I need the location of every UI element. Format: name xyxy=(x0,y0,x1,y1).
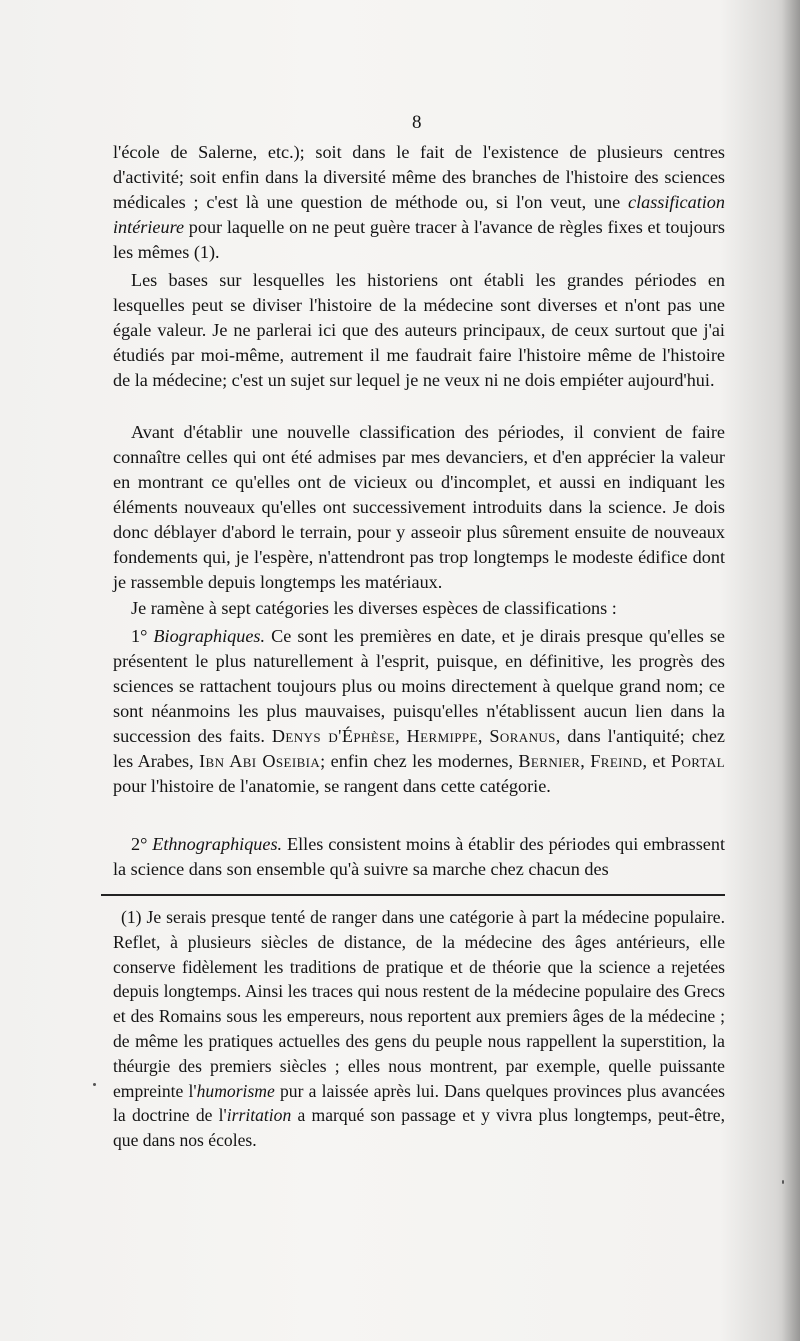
footnote-divider xyxy=(101,894,725,896)
page-edge-shadow xyxy=(782,0,800,1341)
author-name: Freind xyxy=(590,751,643,771)
footnote xyxy=(113,905,725,1153)
author-name: Portal xyxy=(670,751,725,771)
paragraph-continuation xyxy=(113,140,725,265)
footnote-text-a: (1) Je serais presque tenté de ranger dans une catégorie à part la médecine populaire. Reflet, à plusieurs siècles de distance, de la médecine des âges antérieurs, elle conserve fidèlement les traditions de pratique et de théorie que la science a rejetées depuis longtemps. Ainsi les traces qui nous restent de la médecine populaire des Grecs et des Romains sous les empereurs, nous reportent aux premiers âges de la médecine ; de même les pratiques actuelles des gens du peuple nous rappellent la superstition, la théurgie des premiers siècles ; elles nous montrent, par exemple, quelle puissante empreinte l' xyxy=(113,907,725,1101)
author-name: Ibn Abi Oseibia xyxy=(199,751,321,771)
item-number: 1° xyxy=(131,626,148,646)
item-title: Biographiques. xyxy=(153,626,266,646)
paragraph-biographiques xyxy=(113,624,725,799)
paragraph-categories-intro: Je ramène à sept catégories les diverses espèces de classifications : xyxy=(131,598,617,618)
p5-text-4: , et xyxy=(642,751,671,771)
p5-text-2: , dans l'antiquité; chez les Arabes, xyxy=(113,726,726,771)
separator: , xyxy=(580,751,591,771)
separator: , xyxy=(395,726,407,746)
author-name: Bernier xyxy=(518,751,581,771)
ink-speck xyxy=(782,1180,784,1184)
footnote-text-e: a marqué son passage et y vivra plus longtemps, peut-être, que dans nos écoles. xyxy=(113,1105,725,1151)
footnote-italic-humorisme: humorisme xyxy=(196,1080,275,1101)
footnote-text-c: pur a laissée après lui. Dans quelques provinces plus avancées la doctrine de l' xyxy=(113,1080,725,1126)
p1-text-c: pour laquelle on ne peut guère tracer à l'avance de règles fixes et toujours les mêmes (1). xyxy=(113,217,725,262)
p5-text-5: pour l'histoire de l'anatomie, se rangent dans cette catégorie. xyxy=(113,776,551,796)
author-name: Denys d'Éphèse xyxy=(271,726,396,746)
p5-text-3: ; enfin chez les modernes, xyxy=(320,751,519,771)
page-number: 8 xyxy=(412,112,422,133)
footnote-text xyxy=(113,905,725,1153)
p6-text: Elles consistent moins à établir des périodes qui embrassent la science dans son ensemble qu'à suivre sa marche chez chacun des xyxy=(113,834,726,879)
p5-text-1: Ce sont les premières en date, et je dirais presque qu'elles se présentent le plus naturellement à l'esprit, puisque, en définitive, les progrès des sciences se rattachent toujours plus ou moins directement à quelque grand nom; ce sont néanmoins les plus mauvaises, puisqu'elles n'établissent aucun lien dans la succession des faits. xyxy=(113,626,725,746)
p1-text-a: l'école de Salerne, etc.); soit dans le fait de l'existence de plusieurs centres d'activité; soit enfin dans la diversité même des branches de l'histoire des sciences médicales ; c'est là une question de méthode ou, si l'on veut, une xyxy=(113,142,725,212)
author-name: Soranus xyxy=(489,726,556,746)
paragraph-ethnographiques xyxy=(113,832,725,882)
ink-speck xyxy=(93,1083,96,1086)
separator: , xyxy=(477,726,490,746)
item-title: Ethnographiques. xyxy=(152,834,283,854)
author-name: Hermippe xyxy=(406,726,478,746)
p1-italic: classification intérieure xyxy=(113,192,725,237)
paragraph-bases: Les bases sur lesquelles les historiens ont établi les grandes périodes en lesquelles peut se diviser l'histoire de la médecine sont diverses et n'ont pas une égale valeur. Je ne parlerai ici que des auteurs principaux, de ceux surtout que j'ai étudiés par moi-même, autrement il me faudrait faire l'histoire même de l'histoire de la médecine; c'est un sujet sur lequel je ne veux ni ne dois empiéter aujourd'hui. xyxy=(113,270,725,390)
item-number: 2° xyxy=(131,834,148,854)
footnote-italic-irritation: irritation xyxy=(226,1105,292,1126)
paragraph-classification: Avant d'établir une nouvelle classification des périodes, il convient de faire connaître celles qui ont été admises par mes devanciers, et d'en apprécier la valeur en montrant ce qu'elles ont de vicieux ou d'incomplet, et aussi en indiquant les éléments nouveaux qu'elles ont successivement introduits dans la science. Je dois donc déblayer d'abord le terrain, pour y asseoir plus sûrement ensuite de nouveaux fondements qui, je l'espère, n'attendront pas trop longtemps le modeste édifice dont je rassemble depuis longtemps les matériaux. xyxy=(113,422,725,592)
